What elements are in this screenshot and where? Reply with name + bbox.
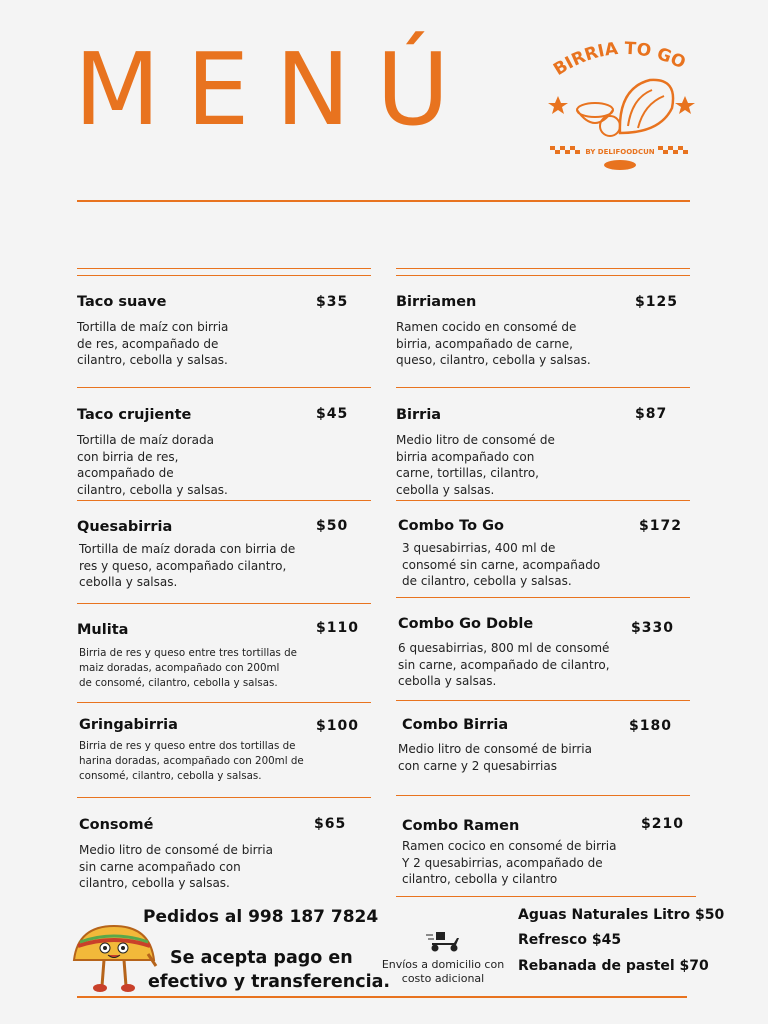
menu-item-price: $125 [635,294,678,310]
menu-item-price: $330 [631,620,674,636]
menu-item-name: Taco crujiente [77,407,192,423]
item-divider [77,797,371,798]
menu-item-price: $87 [635,406,668,422]
menu-item-price: $180 [629,718,672,734]
menu-item-description: Tortilla de maíz dorada con birria de res, acompañado de cilantro, cebolla y salsas. [77,433,228,497]
menu-item-price: $172 [639,518,682,534]
delivery-scooter-icon [426,929,462,953]
menu-item-price: $210 [641,816,684,832]
menu-item-name: Quesabirria [77,519,173,535]
right-column-top-rule-2 [396,275,690,276]
menu-item-price: $50 [316,518,349,534]
left-column-top-rule-2 [77,275,371,276]
menu-item-description: Birria de res y queso entre dos tortillas de harina doradas, acompañado con 200ml de consomé, cilantro, cebolla y salsas. [79,740,304,782]
menu-item-name: Combo Birria [402,717,509,733]
menu-item-price: $100 [316,718,359,734]
item-divider [77,702,371,703]
drink-item: Rebanada de pastel $70 [518,958,709,974]
menu-item-name: Combo Go Doble [398,616,534,632]
item-divider [396,795,690,796]
menu-item-name: Gringabirria [79,717,178,733]
drink-item: Aguas Naturales Litro $50 [518,907,725,923]
menu-item-name: Mulita [77,622,129,638]
item-divider [77,603,371,604]
menu-item-name: Taco suave [77,294,167,310]
item-divider [396,500,690,501]
menu-item-description: 3 quesabirrias, 400 ml de consomé sin carne, acompañado de cilantro, cebolla y salsas. [402,541,601,588]
page-title: MENÚ [74,31,476,148]
menu-item-price: $65 [314,816,347,832]
menu-item-name: Birria [396,407,442,423]
item-divider [77,387,371,388]
menu-item-description: Medio litro de consomé de birria sin carne acompañado con cilantro, cebolla y salsas. [79,843,273,890]
menu-item-name: Consomé [79,817,154,833]
menu-item-name: Combo Ramen [402,818,520,834]
menu-item-price: $110 [316,620,359,636]
menu-item-name: Birriamen [396,294,477,310]
menu-item-description: Tortilla de maíz dorada con birria de res y queso, acompañado cilantro, cebolla y salsas. [79,542,296,589]
footer-divider [77,996,687,998]
menu-item-name: Combo To Go [398,518,504,534]
item-divider [396,896,696,897]
payment-note: Se acepta pago en efectivo y transferencia. [148,948,391,992]
menu-item-description: Ramen cocido en consomé de birria, acompañado de carne, queso, cilantro, cebolla y salsas. [396,320,591,367]
menu-item-description: Medio litro de consomé de birria acompañado con carne, tortillas, cilantro, cebolla y salsas. [396,433,555,497]
right-column-top-rule [396,268,690,269]
item-divider [396,597,690,598]
logo-brand-text: BIRRIA TO GO [550,38,689,81]
left-column-top-rule [77,268,371,269]
menu-item-description: 6 quesabirrias, 800 ml de consomé sin carne, acompañado de cilantro, cebolla y salsas. [398,641,610,688]
menu-item-description: Medio litro de consomé de birria con carne y 2 quesabirrias [398,742,592,773]
logo-byline: BY DELIFOODCUN [585,148,655,156]
menu-item-price: $35 [316,294,349,310]
menu-item-description: Tortilla de maíz con birria de res, acompañado de cilantro, cebolla y salsas. [77,320,229,367]
brand-logo [540,38,700,178]
menu-item-price: $45 [316,406,349,422]
header-divider [77,200,690,202]
delivery-note: Envíos a domicilio con costo adicional [381,958,505,985]
item-divider [396,700,690,701]
drink-item: Refresco $45 [518,932,622,948]
item-divider [396,387,690,388]
svg-text:BIRRIA TO GO [550,39,688,80]
order-phone: Pedidos al 998 187 7824 [143,907,379,927]
taco-mascot-icon [68,920,160,995]
item-divider [77,500,371,501]
menu-item-description: Ramen cocico en consomé de birria Y 2 quesabirrias, acompañado de cilantro, cebolla y cilantro [402,839,617,886]
menu-item-description: Birria de res y queso entre tres tortillas de maiz doradas, acompañado con 200ml de consomé, cilantro, cebolla y salsas. [79,647,298,689]
